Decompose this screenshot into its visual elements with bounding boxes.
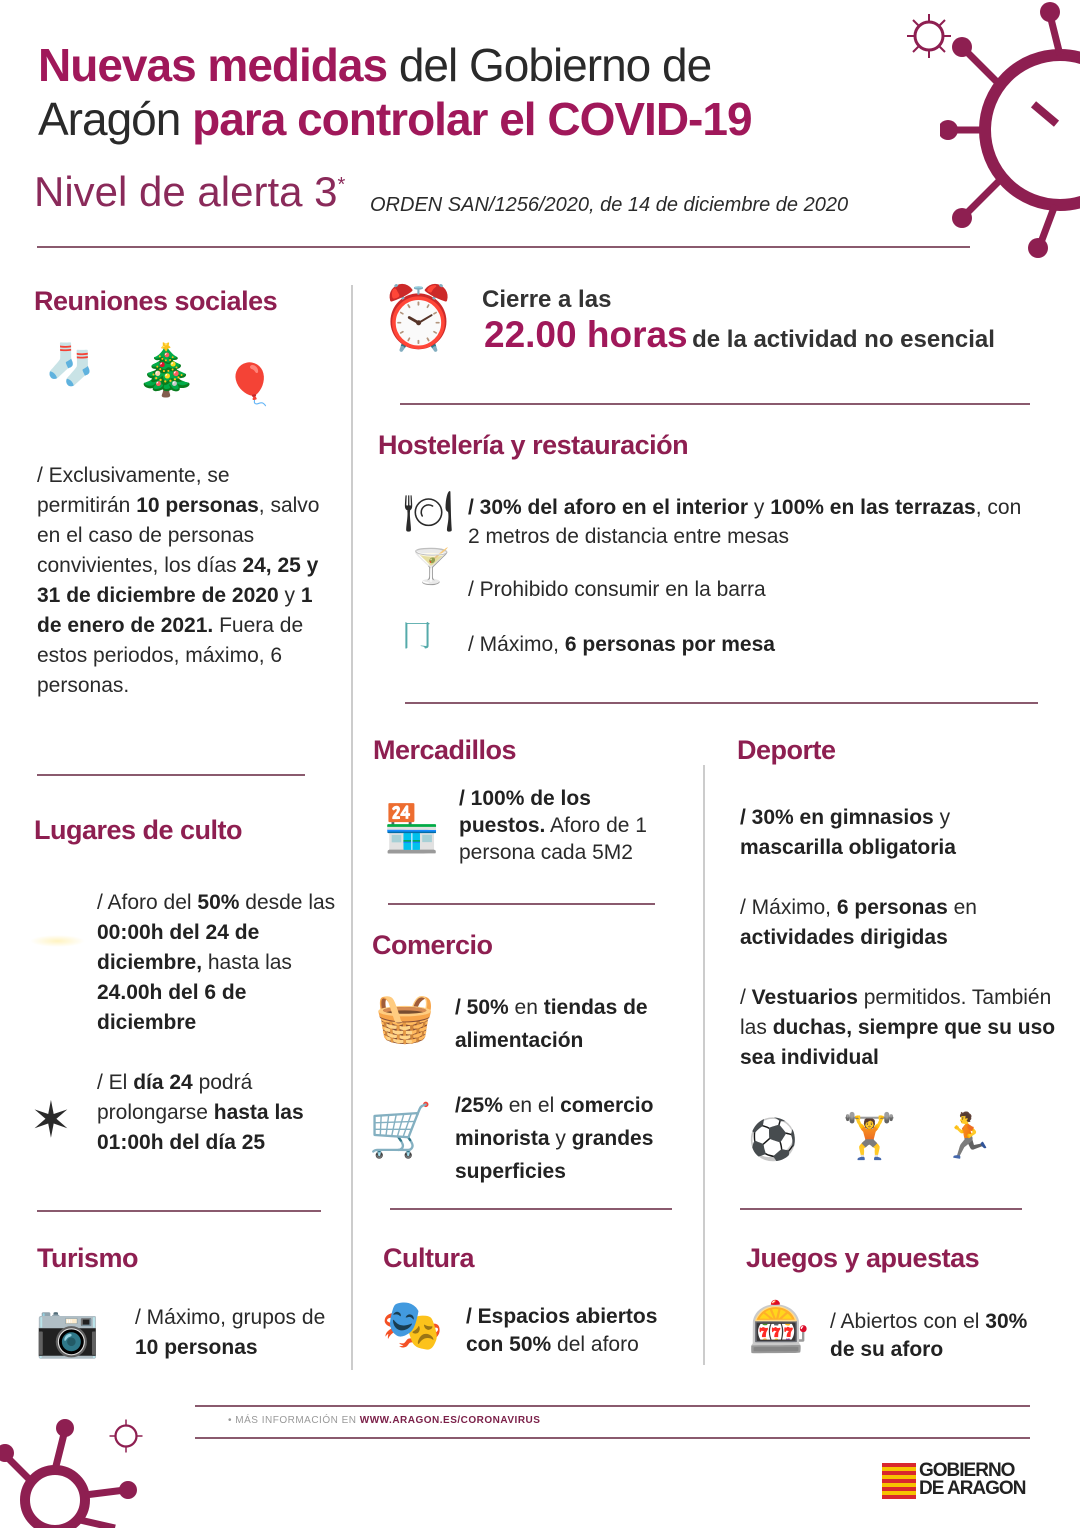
text-segment: Aragón bbox=[38, 93, 193, 145]
weightlifter-icon: 🏋 bbox=[842, 1112, 897, 1161]
alert-note: * bbox=[337, 174, 346, 196]
text-segment: 00:00h del 24 de diciembre, bbox=[97, 921, 260, 974]
market-stall-icon: 🏪 bbox=[383, 802, 441, 854]
text-segment: 24, 25 y 31 de diciembre de 2020 bbox=[37, 554, 319, 607]
text-segment: en bbox=[508, 996, 544, 1019]
shopping-cart-icon: 🛒 bbox=[368, 1102, 433, 1160]
text-segment: / Prohibido consumir en la barra bbox=[468, 578, 766, 601]
text-segment: 50% bbox=[197, 891, 240, 914]
text-segment: del aforo bbox=[551, 1333, 639, 1356]
text-segment: en el bbox=[502, 1094, 561, 1117]
section-title-cultura: Cultura bbox=[383, 1243, 474, 1273]
text-segment: actividades dirigidas bbox=[740, 926, 948, 949]
order-reference: ORDEN SAN/1256/2020, de 14 de diciembre de 2020 bbox=[370, 194, 849, 216]
deporte-item-3 bbox=[740, 983, 1060, 1073]
mercadillos-text bbox=[459, 785, 679, 866]
text-segment: Aforo de 1 persona cada 5M2 bbox=[459, 814, 647, 864]
text-segment: / Espacios abiertos con 50% bbox=[466, 1305, 658, 1356]
closing-suffix: de la actividad no esencial bbox=[692, 326, 995, 353]
hosteleria-item-3 bbox=[468, 630, 775, 660]
alert-level bbox=[34, 168, 345, 216]
cloche-icon: 🍽 bbox=[403, 490, 454, 534]
text-segment: podrá prolongarse bbox=[97, 1071, 253, 1124]
text-segment: desde las bbox=[239, 891, 336, 914]
runner-icon: 🏃 bbox=[940, 1112, 995, 1161]
closing-hour: 22.00 horas bbox=[484, 314, 688, 355]
small-virus-icon bbox=[905, 12, 953, 60]
text-segment: hasta las bbox=[202, 951, 292, 974]
christmas-tree-icon: 🎄 bbox=[135, 342, 198, 398]
text-segment: en bbox=[947, 896, 977, 919]
text-segment: duchas, siempre que su uso sea individual bbox=[740, 1016, 1056, 1069]
culto-item-2 bbox=[97, 1068, 337, 1158]
text-segment: 1 de enero de 2021. bbox=[37, 584, 313, 637]
section-title-reuniones: Reuniones sociales bbox=[34, 286, 278, 316]
text-segment: / 100% de los puestos. bbox=[459, 787, 591, 837]
comercio-item-1 bbox=[455, 991, 695, 1057]
table-chairs-icon: ⼌ bbox=[402, 620, 432, 653]
text-segment: comercio minorista bbox=[455, 1094, 654, 1150]
text-segment: , con 2 metros de distancia entre mesas bbox=[468, 496, 1022, 548]
virus-icon bbox=[940, 0, 1080, 260]
text-segment: día 24 bbox=[133, 1071, 193, 1094]
deporte-item-1 bbox=[740, 803, 1040, 863]
ornaments-icon: 🎈 bbox=[225, 363, 275, 407]
text-segment: 24.00h del 6 de diciembre bbox=[97, 981, 247, 1034]
reuniones-text bbox=[37, 461, 322, 701]
text-segment: hasta las 01:00h del día 25 bbox=[97, 1101, 304, 1154]
section-title-juegos: Juegos y apuestas bbox=[746, 1243, 980, 1273]
section-title-deporte: Deporte bbox=[737, 735, 836, 765]
text-segment: mascarilla obligatoria bbox=[740, 836, 956, 859]
christmas-stocking-icon: 🧦 bbox=[45, 343, 95, 387]
text-segment: grandes superficies bbox=[455, 1127, 654, 1183]
text-segment: / 30% en gimnasios bbox=[740, 806, 934, 829]
basket-icon: 🧺 bbox=[375, 992, 435, 1045]
turismo-text bbox=[135, 1303, 345, 1363]
culto-item-1 bbox=[97, 888, 347, 1038]
text-segment: y bbox=[933, 806, 951, 829]
text-segment: tiendas de alimentación bbox=[455, 996, 648, 1052]
sparkle-icon bbox=[30, 935, 85, 947]
juegos-text bbox=[830, 1308, 1030, 1364]
closing-prefix: Cierre a las bbox=[482, 286, 612, 313]
theater-masks-icon: 🎭 bbox=[381, 1297, 444, 1353]
text-segment: / bbox=[740, 986, 752, 1009]
cocktail-icon: 🍸 bbox=[410, 548, 453, 586]
text-segment: 100% en las terrazas bbox=[770, 496, 976, 519]
hosteleria-item-2 bbox=[468, 575, 766, 605]
casino-chips-icon: 🎰 bbox=[748, 1299, 811, 1355]
text-segment: / Abiertos con el bbox=[830, 1310, 986, 1333]
text-segment: para controlar el COVID-19 bbox=[192, 93, 752, 145]
section-title-turismo: Turismo bbox=[37, 1243, 139, 1273]
camera-icon: 📷 bbox=[35, 1302, 100, 1360]
page-title bbox=[38, 38, 752, 146]
alarm-clock-icon: ⏰ bbox=[380, 284, 458, 353]
text-segment: / Exclusivamente, se permitirán bbox=[37, 464, 230, 517]
text-segment: Vestuarios bbox=[751, 986, 858, 1009]
gobierno-logo bbox=[919, 1462, 1025, 1498]
text-segment: 10 personas bbox=[135, 1336, 258, 1359]
more-info: • MÁS INFORMACIÓN EN WWW.ARAGON.ES/CORONAVIRUS bbox=[228, 1415, 541, 1426]
text-segment: permitidos. También las bbox=[740, 986, 1052, 1039]
text-segment: 6 personas bbox=[836, 896, 948, 919]
more-info-link[interactable]: WWW.ARAGON.ES/CORONAVIRUS bbox=[359, 1415, 541, 1426]
star-icon: ✶ bbox=[30, 1092, 72, 1148]
text-segment: /25% bbox=[455, 1094, 503, 1117]
logo-line-2: DE ARAGON bbox=[919, 1478, 1026, 1499]
logo-line-1: GOBIERNO bbox=[919, 1460, 1015, 1481]
text-segment: , salvo en el caso de personas convivientes, los días bbox=[37, 494, 320, 577]
text-segment: / Máximo, grupos de bbox=[135, 1306, 326, 1329]
text-segment: 10 personas bbox=[136, 494, 259, 517]
alert-level-text: Nivel de alerta 3 bbox=[34, 168, 338, 215]
deporte-item-2 bbox=[740, 893, 1040, 953]
text-segment: / El bbox=[97, 1071, 134, 1094]
cultura-text bbox=[466, 1303, 696, 1359]
text-segment: / 30% del aforo en el interior bbox=[468, 496, 749, 519]
section-title-hosteleria: Hostelería y restauración bbox=[378, 430, 689, 460]
text-segment: 6 personas por mesa bbox=[564, 633, 775, 656]
aragon-flag-icon bbox=[882, 1463, 916, 1499]
text-segment: y bbox=[278, 584, 301, 607]
more-info-label: MÁS INFORMACIÓN EN bbox=[235, 1415, 360, 1426]
text-segment: 30% de su aforo bbox=[830, 1310, 1028, 1361]
text-segment: Fuera de estos periodos, máximo, 6 personas. bbox=[37, 614, 304, 697]
text-segment: / 50% bbox=[455, 996, 509, 1019]
section-title-culto: Lugares de culto bbox=[34, 815, 243, 845]
comercio-item-2 bbox=[455, 1089, 700, 1188]
text-segment: del Gobierno de bbox=[387, 39, 712, 91]
small-virus-icon bbox=[108, 1418, 144, 1454]
section-title-comercio: Comercio bbox=[372, 930, 493, 960]
text-segment: / Máximo, bbox=[468, 633, 565, 656]
soccer-ball-icon: ⚽ bbox=[748, 1118, 798, 1162]
text-segment: y bbox=[549, 1127, 572, 1150]
text-segment: / Aforo del bbox=[97, 891, 198, 914]
text-segment: y bbox=[748, 496, 771, 519]
closing-time bbox=[484, 314, 995, 356]
section-title-mercadillos: Mercadillos bbox=[373, 735, 517, 765]
text-segment: / Máximo, bbox=[740, 896, 837, 919]
text-segment: Nuevas medidas bbox=[38, 39, 388, 91]
hosteleria-item-1 bbox=[468, 493, 1038, 551]
